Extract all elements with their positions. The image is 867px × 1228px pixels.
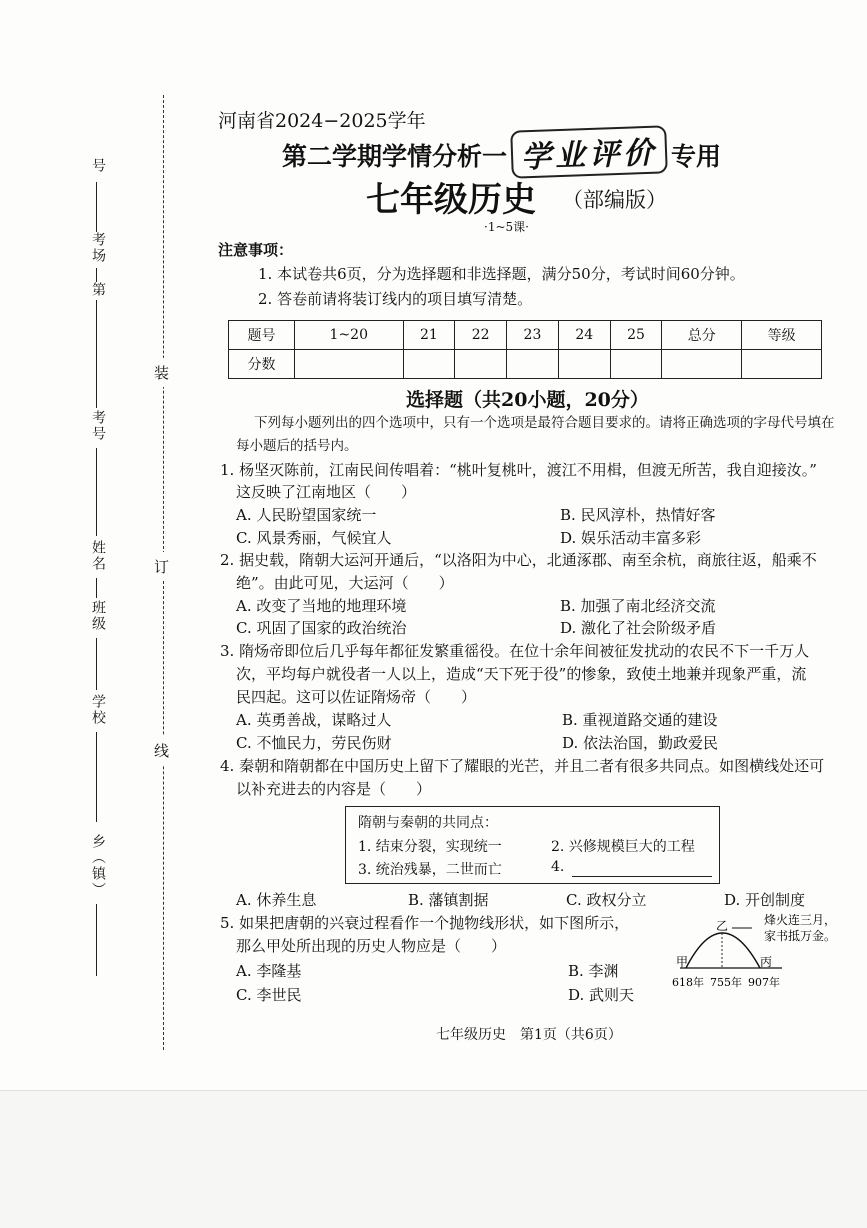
exam-number-label: 考号 xyxy=(90,410,106,442)
tang-rise-fall-figure xyxy=(664,912,864,994)
room-number-blank xyxy=(96,300,97,408)
binding-char-ding: 订 xyxy=(154,552,169,581)
class-blank xyxy=(96,638,97,690)
figure-parabola xyxy=(686,933,760,968)
score-cell xyxy=(610,350,662,379)
question-2-option-d[interactable]: D. 激化了社会阶级矛盾 xyxy=(560,619,717,637)
section-instructions: 下列每小题列出的四个选项中，只有一个选项是最符合题目要求的。请将正确选项的字母代号填在每小题后的括号内。 xyxy=(236,415,835,454)
score-cell xyxy=(455,350,507,379)
question-4-line-2: 以补充进去的内容是（ ） xyxy=(236,780,432,798)
page-title: 七年级历史 xyxy=(366,180,536,220)
seat-number-label: 号 xyxy=(90,158,106,174)
question-3-option-c[interactable]: C. 不恤民力，劳民伤财 xyxy=(236,734,392,752)
exam-number-blank xyxy=(96,448,97,536)
question-5-line-1: 5. 如果把唐朝的兴衰过程看作一个抛物线形状，如下图所示， xyxy=(220,914,630,932)
common-point-3: 3. 统治残暴，二世而亡 xyxy=(358,862,502,878)
class-label: 班级 xyxy=(90,600,106,632)
answer-blank-line[interactable] xyxy=(572,876,712,877)
notice-item-1: 1. 本试卷共6页，分为选择题和非选择题，满分50分，考试时间60分钟。 xyxy=(258,265,745,283)
figure-year-907: 907年 xyxy=(748,976,780,989)
table-header-cell: 21 xyxy=(403,321,455,350)
subtitle-after: 专用 xyxy=(671,142,722,171)
question-3-option-a[interactable]: A. 英勇善战，谋略过人 xyxy=(236,711,392,729)
name-blank xyxy=(96,578,97,598)
score-cell xyxy=(742,350,822,379)
exam-room-blank xyxy=(96,268,97,282)
question-2-line-1: 2. 据史载，隋朝大运河开通后，“以洛阳为中心，北通涿郡、南至余杭，商旅往返，船乘不 xyxy=(220,551,817,569)
table-header-cell: 等级 xyxy=(742,321,822,350)
question-5-option-a[interactable]: A. 李隆基 xyxy=(236,962,302,980)
question-3-line-2: 次，平均每户就役者一人以上，造成“天下死于役”的惨象，致使土地兼并现象严重，流 xyxy=(236,665,807,683)
seat-number-blank xyxy=(96,182,97,232)
question-1-option-d[interactable]: D. 娱乐活动丰富多彩 xyxy=(560,529,702,547)
question-2-option-b[interactable]: B. 加强了南北经济交流 xyxy=(560,597,716,615)
score-cell xyxy=(403,350,455,379)
figure-label-bing: 丙 xyxy=(760,955,773,969)
score-cell xyxy=(662,350,742,379)
question-2-option-c[interactable]: C. 巩固了国家的政治统治 xyxy=(236,619,407,637)
figure-year-618: 618年 xyxy=(672,976,704,989)
academic-evaluation-stamp: 学业评价 xyxy=(510,125,668,178)
notice-heading: 注意事项： xyxy=(218,241,294,259)
question-4-option-c[interactable]: C. 政权分立 xyxy=(566,891,647,909)
score-table-score-row xyxy=(229,350,822,379)
edition-label: （部编版） xyxy=(562,188,667,212)
table-header-cell: 1~20 xyxy=(295,321,404,350)
question-1-option-c[interactable]: C. 风景秀丽，气候宜人 xyxy=(236,529,392,547)
school-label: 学校 xyxy=(90,694,106,726)
table-header-cell: 24 xyxy=(558,321,610,350)
question-3-line-3: 民四起。这可以佐证隋炀帝（ ） xyxy=(236,688,477,706)
di-label: 第 xyxy=(90,282,106,298)
town-blank xyxy=(96,904,97,976)
question-5-option-d[interactable]: D. 武则天 xyxy=(568,986,635,1004)
question-4-option-a[interactable]: A. 休养生息 xyxy=(236,891,317,909)
town-label: 乡（镇） xyxy=(90,834,106,898)
name-label: 姓名 xyxy=(90,540,106,572)
question-1-option-b[interactable]: B. 民风淳朴，热情好客 xyxy=(560,506,716,524)
notice-item-2: 2. 答卷前请将装订线内的项目填写清楚。 xyxy=(258,290,533,308)
question-1-line-1: 1. 杨坚灭陈前，江南民间传唱着：“桃叶复桃叶，渡江不用楫，但渡无所苦，我自迎接汝。” xyxy=(220,461,817,479)
question-2-line-2: 绝”。由此可见，大运河（ ） xyxy=(236,574,454,592)
figure-note-line-1: 烽火连三月， xyxy=(764,913,837,927)
table-header-cell: 题号 xyxy=(229,321,295,350)
figure-label-yi: 乙 xyxy=(716,919,729,933)
school-blank xyxy=(96,732,97,822)
province-year: 河南省2024−2025学年 xyxy=(218,110,426,132)
common-points-title: 隋朝与秦朝的共同点： xyxy=(358,815,498,831)
question-4-option-b[interactable]: B. 藩镇割据 xyxy=(408,891,489,909)
common-point-2: 2. 兴修规模巨大的工程 xyxy=(551,839,695,855)
table-header-cell: 25 xyxy=(610,321,662,350)
score-table-header-row xyxy=(229,321,822,350)
figure-label-jia: 甲 xyxy=(676,955,689,969)
question-5-option-b[interactable]: B. 李渊 xyxy=(568,962,619,980)
page-bottom-margin xyxy=(0,1090,867,1228)
question-3-line-1: 3. 隋炀帝即位后几乎每年都征发繁重徭役。在位十余年间被征发扰动的农民不下一千万人 xyxy=(220,642,810,660)
score-cell xyxy=(507,350,559,379)
question-1-line-2: 这反映了江南地区（ ） xyxy=(236,483,417,501)
figure-note-line-2: 家书抵万金。 xyxy=(764,929,837,943)
question-5-option-c[interactable]: C. 李世民 xyxy=(236,986,302,1004)
common-point-4: 4. xyxy=(551,859,565,875)
table-header-cell: 23 xyxy=(507,321,559,350)
question-4-option-d[interactable]: D. 开创制度 xyxy=(724,891,806,909)
question-2-option-a[interactable]: A. 改变了当地的地理环境 xyxy=(236,597,407,615)
score-cell xyxy=(558,350,610,379)
question-3-option-b[interactable]: B. 重视道路交通的建设 xyxy=(562,711,718,729)
table-header-cell: 22 xyxy=(455,321,507,350)
figure-year-755: 755年 xyxy=(710,976,742,989)
exam-subtitle xyxy=(282,128,721,176)
table-header-cell: 总分 xyxy=(662,321,742,350)
common-points-box xyxy=(345,806,720,884)
binding-char-xian: 线 xyxy=(154,736,169,765)
question-3-option-d[interactable]: D. 依法治国，勤政爱民 xyxy=(562,734,719,752)
binding-char-zhuang: 装 xyxy=(154,358,169,387)
exam-room-label: 考场 xyxy=(90,232,106,264)
question-4-line-1: 4. 秦朝和隋朝都在中国历史上留下了耀眼的光芒，并且二者有很多共同点。如图横线处还可 xyxy=(220,757,825,775)
common-point-1: 1. 结束分裂，实现统一 xyxy=(358,839,502,855)
subtitle-before: 第二学期学情分析一 xyxy=(282,142,508,171)
section-title: 选择题（共20小题，20分） xyxy=(406,389,649,411)
page-footer: 七年级历史 第1页（共6页） xyxy=(436,1027,622,1043)
score-table xyxy=(228,320,822,379)
score-cell xyxy=(295,350,404,379)
question-5-line-2: 那么甲处所出现的历史人物应是（ ） xyxy=(236,937,507,955)
score-row-label: 分数 xyxy=(229,350,295,379)
question-1-option-a[interactable]: A. 人民盼望国家统一 xyxy=(236,506,377,524)
lesson-scope: ·1~5课· xyxy=(484,220,529,234)
